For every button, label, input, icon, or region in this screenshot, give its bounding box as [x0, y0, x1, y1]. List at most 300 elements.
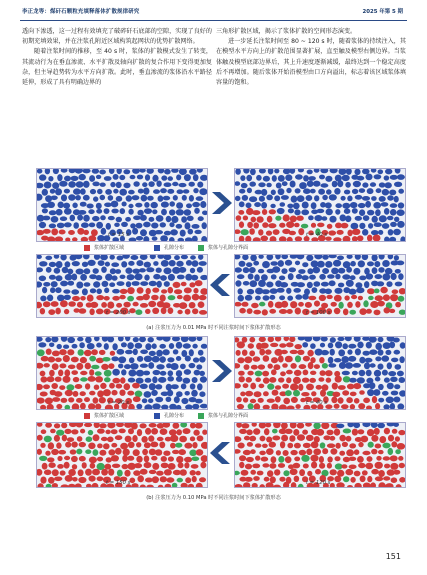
particle — [354, 398, 360, 404]
particle — [75, 195, 81, 200]
particle — [272, 436, 280, 441]
particle — [375, 343, 382, 350]
particle — [362, 182, 368, 187]
particle — [158, 377, 166, 383]
particle — [192, 344, 197, 349]
particle — [253, 261, 259, 266]
particle — [239, 455, 246, 461]
particle — [307, 268, 313, 274]
particle — [136, 236, 143, 241]
particle — [341, 223, 349, 229]
particle — [116, 217, 122, 223]
particle — [235, 280, 241, 286]
particle — [391, 477, 398, 483]
particle — [115, 435, 123, 440]
particle — [183, 189, 190, 193]
particle — [82, 462, 87, 468]
particle — [399, 356, 404, 363]
particle — [301, 224, 308, 229]
particle — [43, 216, 51, 221]
particle — [172, 182, 178, 186]
particle — [276, 183, 282, 189]
particle — [270, 295, 276, 300]
particle — [76, 363, 83, 370]
particle — [90, 288, 96, 293]
particle — [97, 443, 103, 448]
sim-image-b2 — [234, 336, 406, 410]
particle — [286, 221, 294, 228]
particle — [363, 215, 370, 221]
particle — [168, 463, 176, 470]
particle — [275, 396, 281, 402]
particle — [176, 342, 183, 349]
particle — [184, 369, 191, 375]
particle — [54, 435, 60, 442]
particle — [387, 383, 394, 390]
particle — [294, 476, 300, 482]
particle — [359, 308, 366, 315]
particle — [199, 356, 205, 362]
particle — [125, 436, 132, 443]
particle — [199, 477, 206, 482]
particle — [153, 274, 160, 280]
particle — [148, 362, 154, 369]
particle — [254, 202, 261, 207]
particle — [281, 268, 287, 274]
legend-label: 浆体与孔隙分界面 — [208, 245, 249, 251]
particle — [68, 230, 75, 235]
particle — [328, 357, 334, 364]
particle — [264, 428, 270, 435]
particle — [339, 435, 346, 442]
particle — [62, 435, 67, 442]
particle — [245, 477, 253, 482]
sim-image-b3 — [36, 422, 208, 488]
particle — [137, 175, 143, 180]
particle — [293, 203, 300, 210]
particle — [67, 437, 74, 442]
sim-image-a3 — [36, 254, 208, 318]
particle — [195, 423, 203, 429]
particle — [128, 442, 135, 448]
particle — [64, 456, 70, 460]
particle — [290, 350, 298, 354]
particle — [170, 443, 176, 449]
particle — [104, 203, 112, 208]
particle — [132, 383, 140, 389]
particle — [99, 423, 106, 428]
particle — [97, 457, 103, 462]
particle — [140, 281, 148, 286]
particle — [320, 390, 326, 397]
particle — [144, 275, 149, 281]
arrow-right-icon — [208, 358, 234, 384]
particle — [78, 477, 86, 483]
particle — [353, 181, 361, 187]
particle — [82, 262, 88, 267]
particle — [68, 181, 76, 188]
particle — [80, 377, 88, 381]
particle — [247, 308, 253, 314]
particle — [299, 469, 305, 476]
particle — [119, 390, 125, 396]
particle — [375, 377, 381, 382]
particle — [339, 451, 345, 456]
particle — [373, 389, 380, 396]
particle — [146, 267, 154, 272]
particle — [128, 204, 133, 208]
particle — [77, 215, 83, 221]
particle — [367, 210, 374, 216]
particle — [42, 208, 48, 213]
particle — [243, 216, 248, 221]
particle — [378, 470, 385, 477]
particle — [189, 282, 195, 287]
particle — [43, 229, 51, 234]
particle — [189, 182, 195, 187]
particle — [399, 377, 406, 383]
particle — [285, 260, 292, 266]
particle — [302, 202, 309, 209]
particle — [295, 174, 303, 179]
particle — [281, 195, 289, 200]
particle — [325, 176, 332, 182]
particle — [151, 428, 158, 435]
particle — [67, 349, 74, 355]
particle — [302, 342, 308, 347]
particle — [335, 443, 340, 449]
particle — [88, 430, 93, 435]
particle — [133, 449, 140, 456]
particle — [376, 456, 381, 461]
particle — [281, 350, 288, 354]
particle — [123, 449, 130, 456]
particle — [239, 189, 245, 194]
particle — [42, 287, 47, 294]
particle — [246, 203, 252, 209]
particle — [319, 357, 324, 363]
particle — [301, 455, 309, 462]
particle — [390, 463, 398, 470]
particle — [263, 355, 270, 362]
time-label: t = 40 s — [306, 400, 328, 406]
particle — [127, 456, 134, 461]
particle — [168, 176, 173, 181]
particle — [151, 223, 158, 229]
particle — [254, 274, 260, 281]
particle — [41, 356, 49, 362]
particle — [331, 302, 337, 307]
particle — [133, 470, 140, 476]
particle — [242, 195, 248, 201]
particle — [378, 364, 384, 370]
particle — [330, 349, 335, 356]
particle — [398, 189, 404, 194]
particle — [363, 351, 370, 356]
particle — [64, 295, 71, 300]
particle — [93, 397, 99, 403]
particle — [298, 302, 304, 307]
particle — [335, 456, 341, 461]
particle — [190, 383, 196, 389]
particle — [161, 260, 169, 267]
particle — [189, 302, 196, 308]
particle — [55, 377, 62, 382]
particle — [395, 302, 401, 308]
particle — [56, 442, 61, 448]
particle — [152, 288, 159, 293]
particle — [65, 442, 71, 448]
particle — [310, 189, 316, 194]
particle — [140, 384, 148, 389]
particle — [99, 450, 106, 456]
particle — [314, 215, 322, 221]
particle — [96, 175, 101, 179]
particle — [162, 349, 169, 355]
sim-image-b4 — [234, 422, 406, 488]
particle — [118, 364, 123, 369]
particle — [121, 369, 126, 375]
particle — [285, 456, 292, 463]
particle — [64, 208, 72, 215]
particle — [197, 435, 204, 441]
particle — [334, 476, 341, 482]
particle — [144, 202, 149, 208]
particle — [39, 222, 46, 228]
particle — [266, 448, 274, 455]
particle — [44, 182, 52, 189]
figure-panel-a — [20, 168, 406, 323]
particle — [263, 176, 270, 182]
particle — [258, 182, 265, 187]
particle — [71, 370, 78, 375]
particle — [197, 182, 203, 188]
particle — [257, 216, 264, 223]
particle — [61, 194, 67, 201]
particle — [350, 477, 355, 483]
particle — [344, 208, 351, 214]
particle — [380, 287, 387, 294]
particle — [126, 281, 131, 287]
particle — [83, 215, 90, 222]
particle — [108, 195, 114, 201]
particle — [134, 273, 142, 280]
particle — [289, 435, 295, 442]
particle — [374, 310, 381, 316]
particle — [140, 423, 147, 428]
particle — [337, 470, 344, 477]
particle — [47, 295, 53, 302]
particle — [330, 337, 336, 343]
particle — [395, 449, 401, 454]
particle — [274, 195, 280, 201]
particle — [149, 383, 156, 390]
particle — [105, 262, 110, 267]
particle — [124, 364, 131, 369]
particle — [350, 202, 358, 208]
particle — [311, 462, 317, 469]
particle — [176, 261, 183, 267]
particle — [51, 301, 59, 307]
particle — [152, 308, 159, 314]
particle — [163, 268, 171, 275]
particle — [149, 423, 157, 428]
particle — [359, 223, 365, 229]
particle — [335, 341, 342, 348]
particle — [55, 308, 61, 315]
particle — [255, 456, 260, 461]
particle — [97, 189, 103, 194]
particle — [153, 261, 158, 266]
particle — [99, 350, 106, 355]
particle — [262, 222, 268, 228]
particle — [390, 222, 397, 227]
particle — [88, 376, 96, 382]
particle — [152, 343, 157, 349]
particle — [145, 343, 151, 350]
particle — [146, 288, 151, 294]
particle — [337, 256, 344, 261]
particle — [367, 456, 373, 462]
particle — [286, 288, 291, 294]
particle — [388, 448, 394, 455]
particle — [250, 383, 256, 390]
particle — [271, 274, 277, 279]
particle — [378, 349, 384, 355]
particle — [199, 391, 205, 397]
running-title: 李正龙等：煤矸石颗粒充填释落体扩散规律研究 — [22, 9, 140, 15]
particle — [39, 174, 46, 180]
particle — [295, 261, 300, 266]
particle — [385, 182, 392, 188]
particle — [90, 189, 96, 194]
particle — [351, 223, 359, 230]
particle — [51, 383, 58, 389]
particle — [263, 295, 270, 300]
particle — [38, 342, 46, 347]
particle — [104, 288, 109, 294]
particle — [52, 469, 59, 476]
particle — [362, 229, 368, 236]
particle — [152, 209, 157, 214]
particle — [145, 428, 151, 435]
particle — [238, 295, 244, 302]
particle — [197, 383, 203, 390]
particle — [128, 190, 135, 195]
particle — [137, 210, 143, 216]
particle — [287, 443, 293, 449]
particle — [242, 302, 249, 307]
particle — [277, 208, 285, 214]
particle — [345, 182, 351, 188]
particle — [80, 391, 86, 396]
particle — [366, 309, 372, 314]
particle — [144, 208, 152, 214]
particle — [294, 223, 300, 228]
particle — [327, 456, 332, 462]
particle — [379, 182, 386, 187]
particle — [85, 383, 90, 389]
particle — [303, 188, 311, 194]
particle — [112, 343, 117, 350]
particle — [167, 376, 174, 381]
particle — [64, 189, 70, 194]
particle — [193, 357, 199, 362]
particle — [368, 296, 374, 300]
particle — [247, 442, 253, 447]
particle — [239, 221, 244, 228]
particle — [386, 281, 392, 287]
particle — [156, 181, 161, 187]
particle — [191, 390, 198, 397]
particle — [190, 268, 195, 273]
particle — [63, 355, 70, 362]
particle — [87, 204, 94, 209]
particle — [331, 268, 339, 275]
particle — [366, 370, 372, 377]
particle — [313, 267, 321, 274]
particle — [108, 363, 114, 369]
particle — [381, 202, 389, 207]
particle — [286, 188, 291, 193]
particle — [266, 195, 273, 201]
particle — [314, 195, 319, 201]
particle — [376, 188, 382, 193]
particle — [119, 189, 127, 196]
particle — [236, 215, 242, 221]
particle — [393, 229, 401, 235]
particle — [365, 358, 373, 363]
particle — [278, 463, 285, 468]
particle — [296, 216, 303, 221]
particle — [71, 456, 78, 462]
particle — [58, 202, 64, 209]
particle — [179, 183, 187, 187]
particle — [57, 295, 65, 302]
particle — [286, 377, 291, 383]
particle — [188, 229, 194, 235]
particle — [44, 436, 52, 443]
particle — [243, 450, 251, 455]
particle — [49, 262, 56, 267]
paragraph: 进一步延长注浆时间至 80 ~ 120 s 时，随着浆体的持续注入，其在模型水平方向上的扩散范围显著扩展，直至触及模型右侧边界。当浆体触及模型底部边界后，其上升速度逐渐减缓，最终达到一个稳定高度后不再增加。随后浆体开始沿模型由口方向溢出，标志着该区域浆体填容量的饱和。 — [216, 38, 406, 87]
issue-label: 2025 年第 5 期 — [362, 9, 403, 15]
particle — [140, 303, 148, 308]
particle — [354, 449, 360, 455]
particle — [307, 170, 313, 175]
particle — [105, 274, 112, 281]
particle — [68, 397, 74, 402]
particle — [348, 344, 356, 349]
particle — [278, 260, 284, 267]
particle — [48, 176, 53, 181]
particle — [269, 442, 276, 448]
particle — [177, 310, 182, 314]
particle — [200, 376, 207, 382]
particle — [378, 398, 384, 403]
particle — [76, 269, 84, 275]
particle — [132, 281, 140, 286]
particle — [128, 378, 135, 383]
particle — [343, 476, 349, 482]
particle — [44, 470, 52, 476]
particle — [80, 188, 86, 194]
particle — [166, 477, 174, 482]
particle — [342, 390, 349, 395]
particle — [332, 383, 338, 390]
particle — [362, 470, 368, 475]
particle — [158, 195, 164, 201]
